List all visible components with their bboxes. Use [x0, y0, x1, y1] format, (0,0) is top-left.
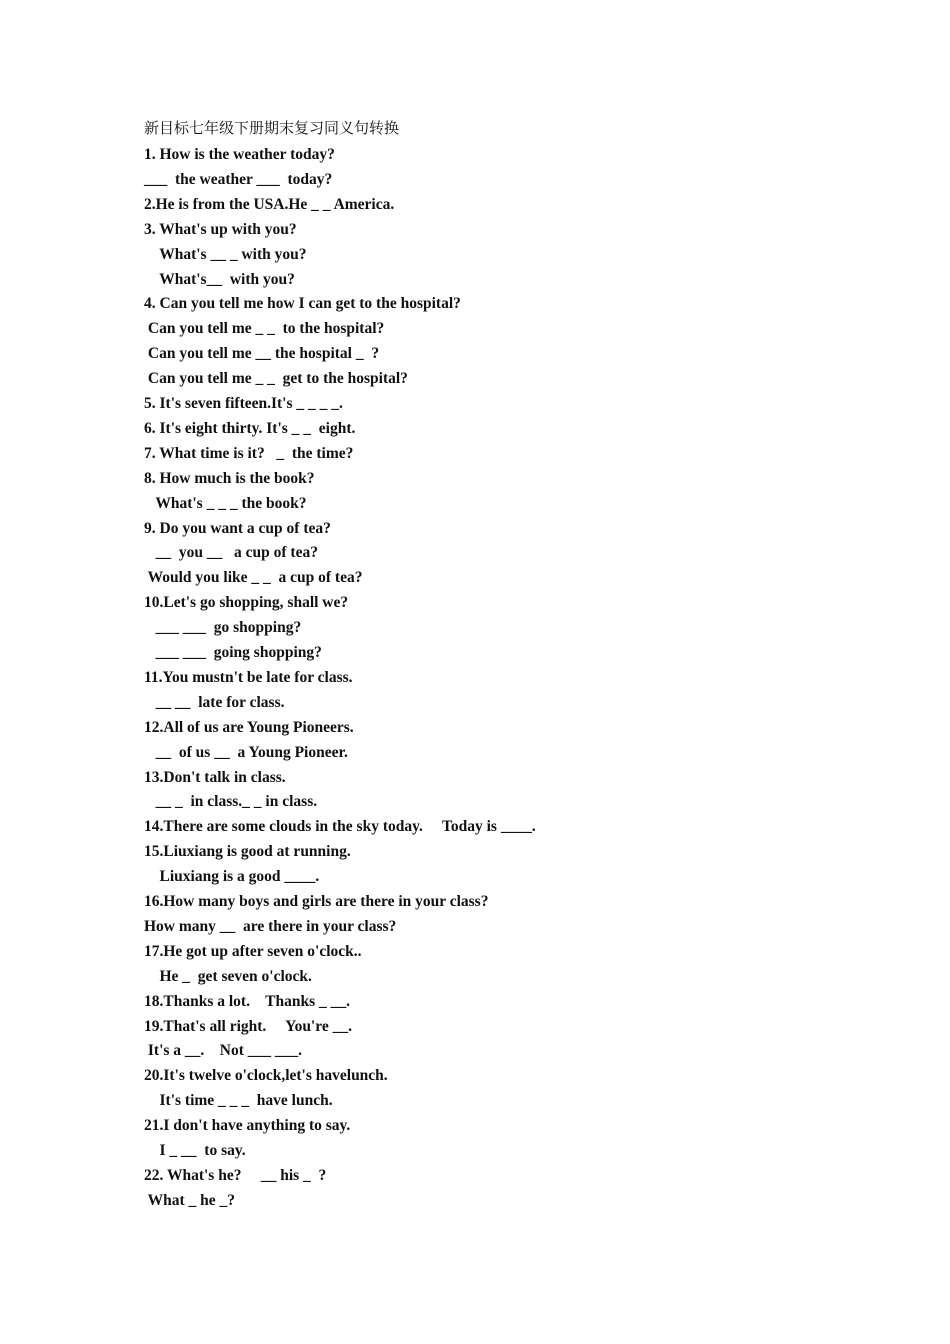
exercise-line: 13.Don't talk in class.: [144, 768, 286, 786]
exercise-line: 19.That's all right. You're __.: [144, 1017, 352, 1035]
exercise-line: What's _ _ _ the book?: [144, 494, 307, 512]
exercise-line: 8. How much is the book?: [144, 469, 315, 487]
exercise-line: ___ ___ go shopping?: [144, 619, 302, 637]
exercise-line: __ you __ a cup of tea?: [144, 544, 318, 562]
exercise-line: 9. Do you want a cup of tea?: [144, 519, 331, 537]
exercise-line: 21.I don't have anything to say.: [144, 1117, 351, 1135]
exercise-line: 12.All of us are Young Pioneers.: [144, 718, 354, 736]
document-title: 新目标七年级下册期末复习同义句转换: [144, 119, 400, 137]
exercise-line: I _ __ to say.: [144, 1142, 246, 1159]
exercise-line: 7. What time is it? _ the time?: [144, 444, 354, 462]
exercise-line: What's __ _ with you?: [144, 245, 307, 263]
exercise-line: 6. It's eight thirty. It's _ _ eight.: [144, 419, 356, 437]
exercise-line: __ of us __ a Young Pioneer.: [144, 743, 348, 761]
exercise-line: What's__ with you?: [144, 270, 295, 288]
exercise-line: __ __ late for class.: [144, 693, 285, 711]
exercise-line: It's a __. Not ___ ___.: [144, 1042, 303, 1060]
exercise-line: 18.Thanks a lot. Thanks _ __.: [144, 992, 351, 1010]
exercise-line: How many __ are there in your class?: [144, 917, 397, 935]
exercise-line: 17.He got up after seven o'clock..: [144, 942, 362, 960]
exercise-line: 16.How many boys and girls are there in your class?: [144, 893, 489, 910]
exercise-line: It's time _ _ _ have lunch.: [144, 1092, 333, 1110]
exercise-line: ___ ___ going shopping?: [144, 644, 322, 661]
exercise-line: 11.You mustn't be late for class.: [144, 668, 353, 686]
exercise-line: 4. Can you tell me how I can get to the hospital?: [144, 295, 461, 313]
exercise-line: ___ the weather ___ today?: [144, 170, 333, 188]
exercise-line: 1. How is the weather today?: [144, 146, 335, 163]
exercise-line: Can you tell me _ _ get to the hospital?: [144, 370, 408, 388]
exercise-line: 20.It's twelve o'clock,let's havelunch.: [144, 1067, 388, 1085]
exercise-line: 14.There are some clouds in the sky today. Today is ____.: [144, 818, 536, 836]
exercise-line: What _ he _?: [144, 1191, 236, 1209]
exercise-line: Would you like _ _ a cup of tea?: [144, 569, 363, 587]
exercise-line: Can you tell me __ the hospital _ ?: [144, 345, 380, 363]
exercise-line: Liuxiang is a good ____.: [144, 868, 320, 886]
exercise-line: 22. What's he? __ his _ ?: [144, 1166, 327, 1184]
exercise-line: He _ get seven o'clock.: [144, 967, 312, 985]
exercise-line: 2.He is from the USA.He _ _ America.: [144, 195, 395, 213]
exercise-line: 3. What's up with you?: [144, 220, 297, 238]
exercise-line: 15.Liuxiang is good at running.: [144, 843, 351, 861]
exercise-line: 10.Let's go shopping, shall we?: [144, 594, 349, 612]
exercise-line: 5. It's seven fifteen.It's _ _ _ _.: [144, 395, 343, 412]
exercise-line: __ _ in class._ _ in class.: [144, 793, 318, 811]
exercise-line: Can you tell me _ _ to the hospital?: [144, 320, 385, 338]
